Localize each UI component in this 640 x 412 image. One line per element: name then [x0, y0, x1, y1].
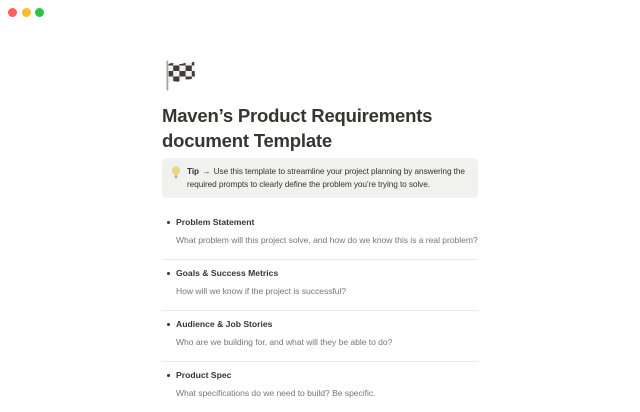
section-list [162, 209, 478, 412]
arrow-right-icon: → [202, 166, 211, 176]
close-button[interactable] [8, 8, 17, 17]
section-description: What specifications do we need to build? Be specific. [176, 388, 376, 398]
section-heading-row [162, 317, 478, 331]
section-heading-row [162, 368, 478, 382]
section-heading: Audience & Job Stories [176, 319, 273, 329]
window-titlebar [8, 8, 44, 17]
tip-callout-text [187, 165, 469, 191]
section-heading-row [162, 215, 478, 229]
bullet-icon [162, 221, 176, 224]
section-description: What problem will this project solve, and how do we know this is a real problem? [176, 235, 478, 245]
bullet-icon [162, 374, 176, 377]
tip-label: Tip [187, 166, 199, 176]
section-goals-success-metrics [162, 259, 478, 310]
tip-body: Use this template to streamline your project planning by answering the required prompts to clearly define the problem you’re trying to solve. [187, 166, 465, 189]
checkered-flag-icon[interactable] [162, 58, 196, 92]
section-heading: Product Spec [176, 370, 232, 380]
section-heading: Problem Statement [176, 217, 255, 227]
document [162, 0, 478, 412]
bullet-icon [162, 323, 176, 326]
section-description: Who are we building for, and what will they be able to do? [176, 337, 393, 347]
section-audience-job-stories [162, 310, 478, 361]
minimize-button[interactable] [22, 8, 31, 17]
section-product-spec [162, 361, 478, 412]
section-problem-statement [162, 209, 478, 259]
tip-callout [162, 158, 478, 198]
section-heading-row [162, 266, 478, 280]
section-heading: Goals & Success Metrics [176, 268, 279, 278]
page-title: Maven’s Product Requirements document Template [162, 105, 433, 151]
section-description: How will we know if the project is successful? [176, 286, 347, 296]
bullet-icon [162, 272, 176, 275]
zoom-button[interactable] [35, 8, 44, 17]
light-bulb-icon [171, 166, 181, 184]
